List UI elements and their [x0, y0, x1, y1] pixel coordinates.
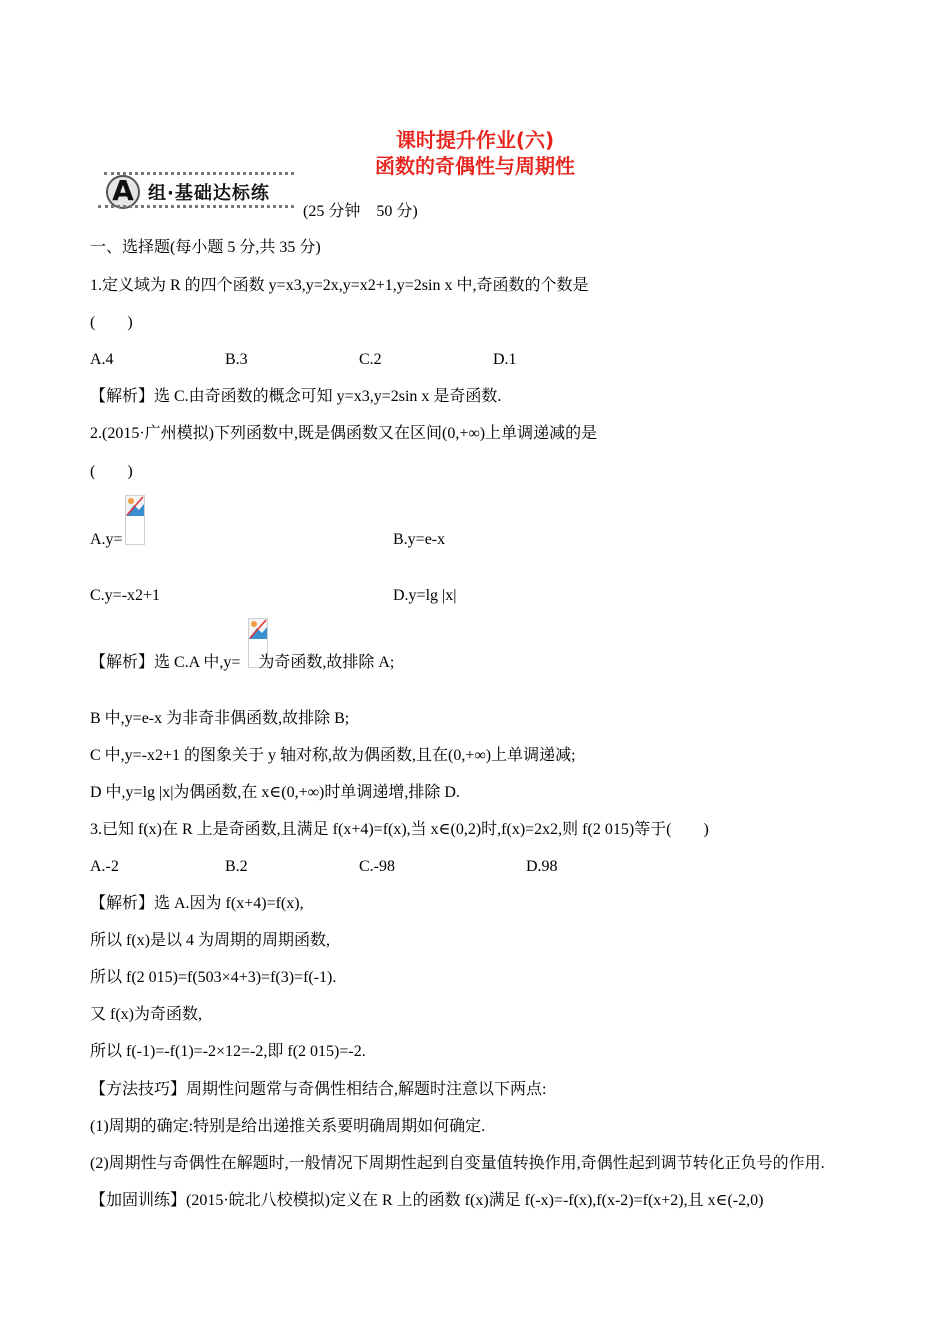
page-title-line1: 课时提升作业(六): [395, 128, 555, 152]
q2-analysis-prefix: 【解析】选 C.A 中,y=: [90, 654, 241, 671]
q2-paren: ( ): [90, 463, 133, 480]
q1-option-d: D.1: [493, 351, 517, 368]
tips-line: 【方法技巧】周期性问题常与奇偶性相结合,解题时注意以下两点:: [90, 1081, 547, 1098]
q2-analysis-line: [90, 653, 394, 673]
q3-option-a: A.-2: [90, 858, 119, 875]
q3-analysis-line: 【解析】选 A.因为 f(x+4)=f(x),: [90, 895, 304, 912]
q3-analysis-line: 又 f(x)为奇函数,: [90, 1006, 202, 1023]
q1-option-b: B.3: [225, 351, 248, 368]
tips-line: (1)周期的确定:特别是给出递推关系要明确周期如何确定.: [90, 1118, 486, 1135]
q3-analysis-line: 所以 f(2 015)=f(503×4+3)=f(3)=f(-1).: [90, 969, 337, 986]
q3-analysis-line: 所以 f(-1)=-f(1)=-2×12=-2,即 f(2 015)=-2.: [90, 1043, 366, 1060]
page-title-line2: 函数的奇偶性与周期性: [375, 154, 575, 178]
q1-option-a: A.4: [90, 351, 114, 368]
q1-paren: ( ): [90, 314, 133, 331]
q3-option-b: B.2: [225, 858, 248, 875]
badge-label: 组·基础达标练: [148, 183, 270, 204]
q1-stem: 1.定义域为 R 的四个函数 y=x3,y=2x,y=x2+1,y=2sin x 中,奇函数的个数是: [90, 277, 589, 294]
q1-option-c: C.2: [359, 351, 382, 368]
q2-option-b: B.y=e-x: [393, 531, 446, 548]
q2-stem: 2.(2015·广州模拟)下列函数中,既是偶函数又在区间(0,+∞)上单调递减的是: [90, 425, 598, 442]
q2-analysis-d: D 中,y=lg |x|为偶函数,在 x∈(0,+∞)时单调递增,排除 D.: [90, 784, 460, 801]
q1-analysis: 【解析】选 C.由奇函数的概念可知 y=x3,y=2sin x 是奇函数.: [90, 388, 502, 405]
q3-option-c: C.-98: [359, 858, 395, 875]
q2-analysis-b: B 中,y=e-x 为非奇非偶函数,故排除 B;: [90, 710, 350, 727]
badge-letter: A: [112, 174, 134, 207]
q2-option-c: C.y=-x2+1: [90, 587, 161, 604]
tips-line: (2)周期性与奇偶性在解题时,一般情况下周期性起到自变量值转换作用,奇偶性起到调节转化正负号的作用.: [90, 1155, 825, 1172]
badge-bottom-dots: [98, 205, 294, 212]
q3-option-d: D.98: [526, 858, 558, 875]
formula-image-icon: [125, 495, 145, 545]
q2-option-d: D.y=lg |x|: [393, 587, 457, 604]
section-badge: [96, 172, 296, 212]
badge-time: (25 分钟 50 分): [303, 203, 418, 220]
q2-analysis-c: C 中,y=-x2+1 的图象关于 y 轴对称,故为偶函数,且在(0,+∞)上单调递减;: [90, 747, 576, 764]
q2-option-a: A.y=: [90, 531, 123, 548]
q3-analysis-line: 所以 f(x)是以 4 为周期的周期函数,: [90, 932, 330, 949]
tips-line: 【加固训练】(2015·皖北八校模拟)定义在 R 上的函数 f(x)满足 f(-x)=-f(x),f(x-2)=f(x+2),且 x∈(-2,0): [90, 1192, 764, 1209]
section-heading: 一、选择题(每小题 5 分,共 35 分): [90, 239, 321, 256]
q3-stem: 3.已知 f(x)在 R 上是奇函数,且满足 f(x+4)=f(x),当 x∈(0,2)时,f(x)=2x2,则 f(2 015)等于( ): [90, 821, 709, 838]
q2-analysis-suffix: 为奇函数,故排除 A;: [258, 654, 395, 671]
